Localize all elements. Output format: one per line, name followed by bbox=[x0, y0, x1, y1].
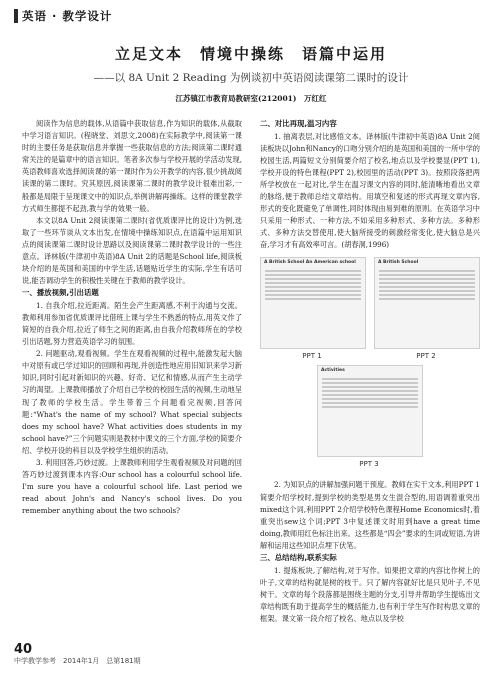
ppt-3-image bbox=[317, 365, 423, 457]
ppt-3-heading: Activities bbox=[321, 368, 345, 374]
ppt-figures bbox=[260, 257, 480, 475]
section-label: 英语 · 教学设计 bbox=[22, 9, 113, 23]
section-2-item-1: 1. 抽离表层,对比感悟文本。译林版(牛津初中英语)8A Unit 2阅读板块以John和Nancy的口吻分别介绍的是英国和美国的一所中学的校园生活,两篇短文分别简要介绍了校名,地点以及学校要显(PPT 1),学校开设的特色课程(PPT 2),校园里的活动(PPT 3)。按照段落把两所学校放在一起对比,学生在温习课文内容的同时,能清晰地看出文章的脉络,便于教师总结文章结构。用填空和复述的形式再现文章内容,形式的变化既避免了单调性,同时体现由易到难的原则。在英语学习中只采用一种形式、一种方法,不如采用多种形式、多种方法。多种形式、多种方法交替使用,使大脑所接受的刺激经常变化,使大脑总是兴奋,学习才有高效率可言。(胡春洞,1996) bbox=[260, 131, 480, 250]
section-3-item-1: 1. 提炼板块,了解结构,对于写作。如果把文章的内容比作树上的叶子,文章的结构就是树的枝干。只了解内容就好比是只见叶子,不见树干。文章的每个段落都是围绕主题的分支,引导并帮助学生提炼出文章结构既有助于提高学生的概括能力,也有利于学生写作时构思文章的框架。课文第一段介绍了校名、地点以及学校 bbox=[260, 565, 480, 623]
page-footer bbox=[14, 643, 141, 666]
ppt-1-label: PPT 1 bbox=[302, 352, 322, 361]
ppt-1-heading: A British School An American school bbox=[264, 260, 356, 266]
ppt-3-label: PPT 3 bbox=[359, 460, 379, 469]
section-3-heading: 三、总结结构,联系实际 bbox=[260, 553, 337, 562]
section-1-item-2: 2. 问题驱动,观看视频。学生在观看视频的过程中,能激发起大脑中对原有或已学过知识的回顾和再现,并创造性地应用旧知识来学习新知识,同时引起对新知识的兴趣、好奇、记忆和情感,从而产生主动学习的渴望。上课教师播放了介绍自己学校的校园生活的视频,生动地呈现了教师的学校生活。学生带着三个问题看完视频,回答问题:“What's the name of my school? What special subjects does my school have? What activities does students in my school have?”三个问题实则是教材中课文的三个方面,学校的简要介绍、学校开设的科目以及学校学生组织的活动。 bbox=[22, 349, 242, 455]
right-column bbox=[260, 118, 480, 625]
section-1-item-3: 3. 利用回答,巧妙过渡。上课教师利用学生观看视频及对问题的回答巧妙过渡到课本内容:Our school has a colourful school life. I'm sure you have a colourful school life. Last period we read about John's and Nancy's school lives. Do you remember anything about the two schools? bbox=[22, 458, 242, 516]
section-header bbox=[14, 8, 112, 24]
article-title: 立足文本 情境中操练 语篇中运用 bbox=[114, 45, 387, 63]
ppt-2-image bbox=[374, 257, 480, 349]
ppt-2-label: PPT 2 bbox=[416, 352, 436, 361]
intro-paragraph-2: 本文以8A Unit 2阅读课第二课时(省优质课评比的设计)为例,选取了一些环节谈从文本出发,在情境中操练知识点,在语篇中运用知识点的阅读课第二课时设计思路以及阅读课第二课时教学设计的一些注意点。译林版(牛津初中英语)8A Unit 2的话题是School life,阅读板块介绍的是英国和美国的中学生活,话题贴近学生的实际,学生有话可说,能否调动学生的积极性关键在于教师的教学设计。 bbox=[22, 215, 242, 286]
section-1-heading: 一、播放视频,引出话题 bbox=[22, 288, 99, 298]
journal-info: 中学教学参考 2014年1月 总第181期 bbox=[14, 657, 141, 665]
author-line: 江苏镇江市教育局教研室(212001) 万红红 bbox=[175, 94, 327, 103]
intro-paragraph-1: 阅读作为信息的载体,从语篇中获取信息,作为知识的载体,从截取中学习语言知识。(程晓堂、刘思文,2008)在实际教学中,阅读第一课时的主要任务是获取信息并掌握一些获取信息的方法;阅读第二课时通常关注的是篇章中的语言知识。笔者多次参与学校开展的学活动发现,英语教师喜欢选择阅读课的第一课时作为公开教学的内容,很少挑战阅读课的第二课时。究其原因,阅读课第二课时的教学设计很难出彩,一般都是局限于呈现课文中的知识点,举例讲解再操练。这样的课堂教学方式师生都提不起劲,教与学的效果一般。 bbox=[22, 119, 242, 213]
section-1-item-1: 1. 自我介绍,拉近距离。陌生会产生距离感,不利于沟通与交流。教师利用参加省优质课评比借班上课与学生不熟悉的特点,用英文作了简短的自我介绍,拉近了师生之间的距离,由自我介绍教师所在的学校引出话题,努力营造英语学习的氛围。 bbox=[22, 300, 242, 347]
left-column bbox=[22, 118, 242, 518]
section-2-item-2: 2. 为知识点的讲解加强问题干预度。教师在实干文本,利用PPT 1简要介绍学校时,提到学校的类型是男女生混合型的,用语调着重突出mixed这个词,利用PPT 2介绍学校特色课程Home Economics时,着重突出sew这个词;PPT 3中复述课文时用到have a great time doing,教师用红色标注出来。这些都是“四会”要求的生词或短语,为讲解和运用这些知识点埋下伏笔。 bbox=[260, 480, 480, 550]
page-number: 40 bbox=[14, 642, 33, 657]
ppt-2-heading: A British School bbox=[378, 260, 419, 266]
section-marker bbox=[14, 9, 18, 23]
section-2-heading: 二、对比再现,温习内容 bbox=[260, 119, 337, 128]
ppt-1-image bbox=[260, 257, 366, 349]
article-subtitle: ——以 8A Unit 2 Reading 为例谈初中英语阅读课第二课时的设计 bbox=[93, 72, 409, 84]
